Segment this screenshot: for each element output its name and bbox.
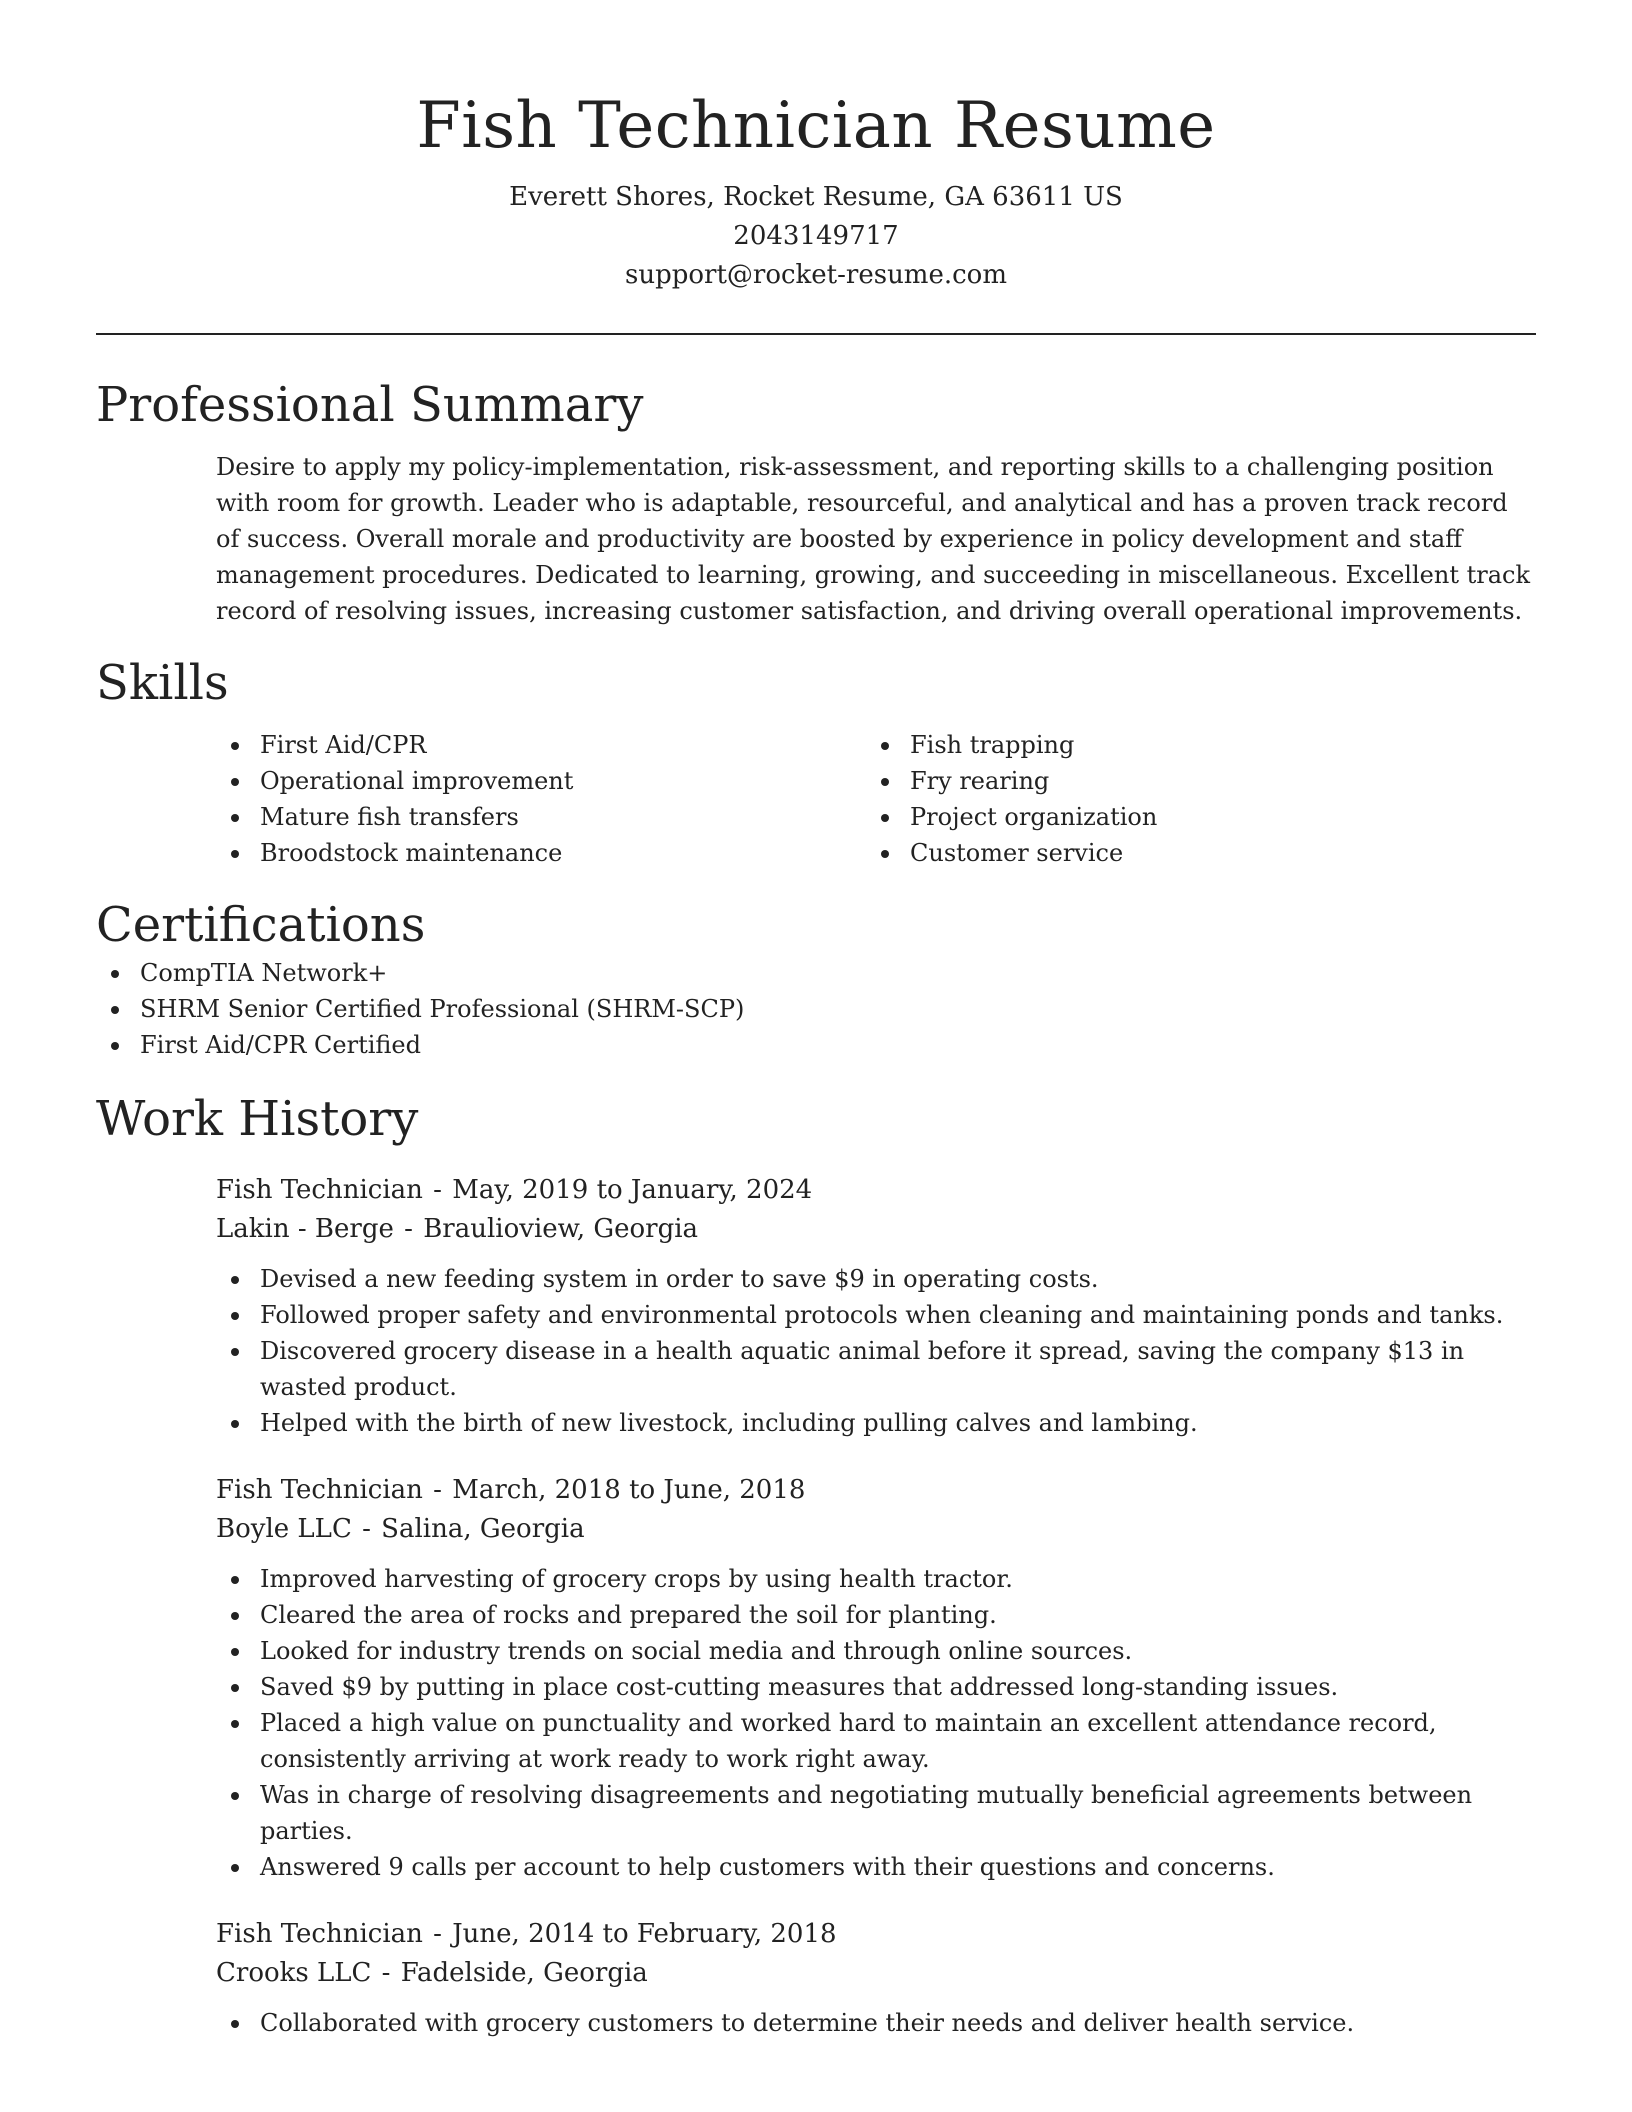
- job-title: Fish Technician: [216, 1475, 423, 1505]
- job-duties: [216, 2005, 1536, 2041]
- job-dates: June, 2014 to February, 2018: [452, 1919, 837, 1949]
- job-title-line: [216, 1171, 1536, 1210]
- job-duty: Followed proper safety and environmental protocols when cleaning and maintaining ponds and tanks.: [216, 1297, 1536, 1333]
- job-company-line: [216, 1210, 1536, 1249]
- job-location: Braulioview, Georgia: [423, 1214, 699, 1244]
- job-duty: Saved $9 by putting in place cost-cutting measures that addressed long-standing issues.: [216, 1669, 1536, 1705]
- job-duty: Discovered grocery disease in a health aquatic animal before it spread, saving the company $13 in wasted product.: [216, 1333, 1536, 1405]
- separator: -: [373, 1958, 399, 1988]
- job-duty: Placed a high value on punctuality and worked hard to maintain an excellent attendance record, consistently arriving at work ready to work right away.: [216, 1705, 1536, 1777]
- job-company-line: [216, 1954, 1536, 1993]
- resume-page: [96, 0, 1536, 2041]
- summary-text: Desire to apply my policy-implementation, risk-assessment, and reporting skills to a challenging position with room for growth. Leader who is adaptable, resourceful, and analytical and has a proven track record of success. Overall morale and productivity are boosted by experience in policy development and staff management procedures. Dedicated to learning, growing, and succeeding in miscellaneous. Excellent track record of resolving issues, increasing customer satisfaction, and driving overall operational improvements.: [216, 453, 1530, 625]
- job-duty: Devised a new feeding system in order to save $9 in operating costs.: [216, 1261, 1536, 1297]
- certifications-list: [96, 955, 1536, 1063]
- job-title-line: [216, 1471, 1536, 1510]
- skill-item: Fry rearing: [866, 763, 1516, 799]
- job-duties: [216, 1261, 1536, 1441]
- job-entry: [216, 1915, 1536, 2041]
- contact-block: [96, 178, 1536, 295]
- separator: -: [395, 1214, 422, 1244]
- job-duty: Improved harvesting of grocery crops by using health tractor.: [216, 1561, 1536, 1597]
- job-duty: Helped with the birth of new livestock, including pulling calves and lambing.: [216, 1405, 1536, 1441]
- separator: -: [424, 1919, 451, 1949]
- skills-list: [216, 727, 1536, 871]
- job-dates: March, 2018 to June, 2018: [452, 1475, 806, 1505]
- resume-title: Fish Technician Resume: [416, 89, 1216, 163]
- job-duties: [216, 1561, 1536, 1885]
- contact-phone: 2043149717: [733, 221, 899, 251]
- job-title-line: [216, 1915, 1536, 1954]
- contact-address: Everett Shores, Rocket Resume, GA 63611 US: [509, 182, 1123, 212]
- job-title: Fish Technician: [216, 1175, 423, 1205]
- separator: -: [424, 1475, 451, 1505]
- job-dates: May, 2019 to January, 2024: [452, 1175, 813, 1205]
- skill-item: Project organization: [866, 799, 1516, 835]
- skill-item: Fish trapping: [866, 727, 1516, 763]
- job-title: Fish Technician: [216, 1919, 423, 1949]
- skill-item: Customer service: [866, 835, 1516, 871]
- certification-item: First Aid/CPR Certified: [96, 1027, 1536, 1063]
- job-duty: Collaborated with grocery customers to determine their needs and deliver health service.: [216, 2005, 1536, 2041]
- certifications-heading: Certifications: [96, 897, 426, 953]
- job-company: Lakin - Berge: [216, 1214, 394, 1244]
- skills-column-right: [866, 727, 1516, 871]
- header-divider: [96, 333, 1536, 335]
- job-duty: Looked for industry trends on social media and through online sources.: [216, 1633, 1536, 1669]
- skill-item: Mature fish transfers: [216, 799, 866, 835]
- job-location: Salina, Georgia: [381, 1514, 585, 1544]
- job-company-line: [216, 1510, 1536, 1549]
- certification-item: CompTIA Network+: [96, 955, 1536, 991]
- work-history-heading: Work History: [96, 1091, 419, 1147]
- skill-item: Operational improvement: [216, 763, 866, 799]
- job-company: Boyle LLC: [216, 1514, 352, 1544]
- job-duty: Was in charge of resolving disagreements and negotiating mutually beneficial agreements between parties.: [216, 1777, 1536, 1849]
- separator: -: [424, 1175, 451, 1205]
- job-location: Fadelside, Georgia: [400, 1958, 648, 1988]
- summary-heading: Professional Summary: [96, 377, 644, 433]
- job-company: Crooks LLC: [216, 1958, 372, 1988]
- job-duty: Answered 9 calls per account to help customers with their questions and concerns.: [216, 1849, 1536, 1885]
- certification-item: SHRM Senior Certified Professional (SHRM-SCP): [96, 991, 1536, 1027]
- job-entry: [216, 1171, 1536, 1441]
- skill-item: Broodstock maintenance: [216, 835, 866, 871]
- skills-heading: Skills: [96, 655, 229, 711]
- job-duty: Cleared the area of rocks and prepared the soil for planting.: [216, 1597, 1536, 1633]
- separator: -: [353, 1514, 380, 1544]
- skills-column-left: [216, 727, 866, 871]
- contact-email: support@rocket-resume.com: [624, 260, 1007, 290]
- skill-item: First Aid/CPR: [216, 727, 866, 763]
- job-entry: [216, 1471, 1536, 1885]
